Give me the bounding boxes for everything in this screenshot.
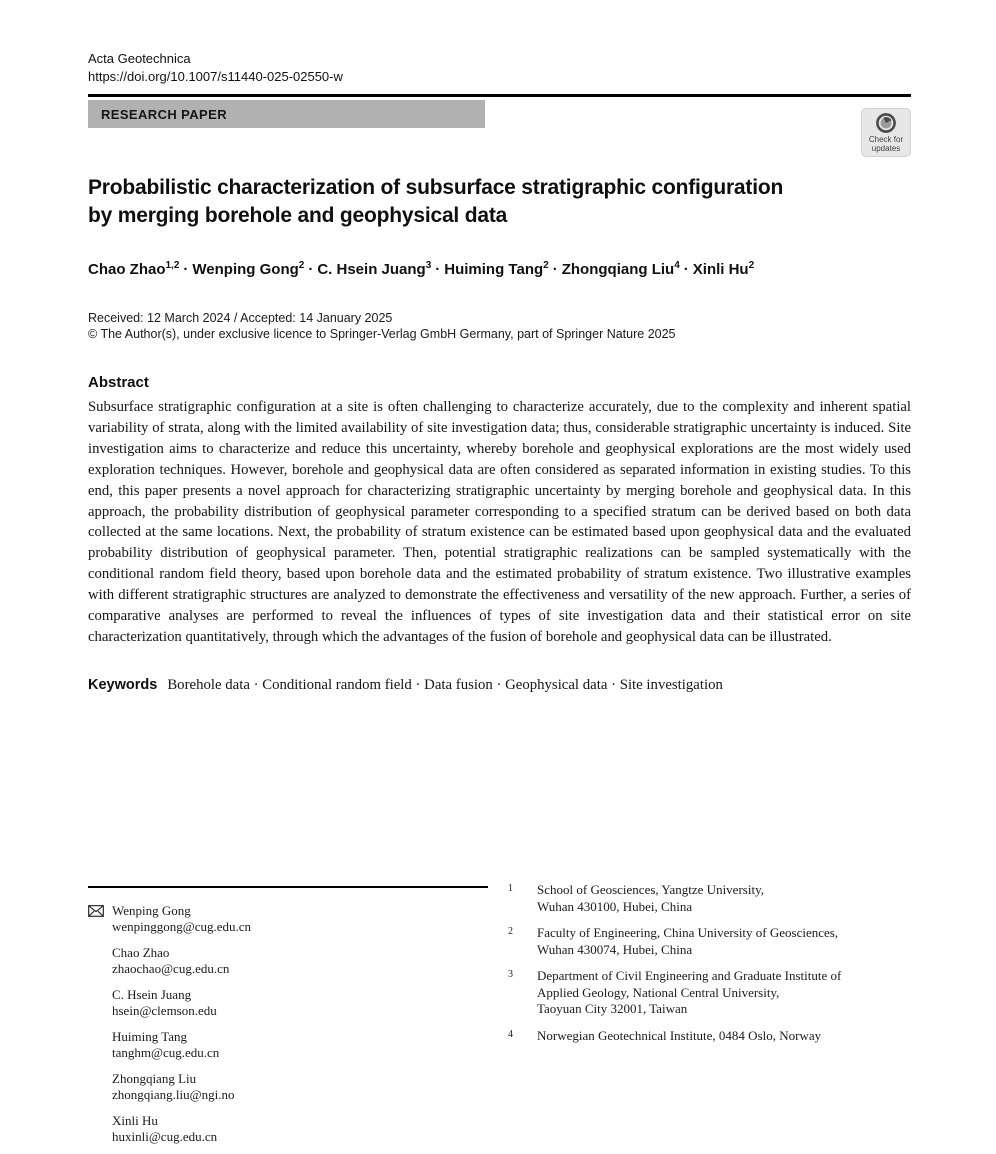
affiliation-number: 4 xyxy=(508,1028,513,1040)
abstract-section xyxy=(88,374,911,648)
doi-link[interactable]: https://doi.org/10.1007/s11440-025-02550-w xyxy=(88,69,343,84)
correspondent-email[interactable]: hsein@clemson.edu xyxy=(112,1003,217,1018)
correspondence-entry xyxy=(88,987,488,1019)
correspondent-name: Chao Zhao xyxy=(112,945,170,960)
abstract-text: Subsurface stratigraphic configuration at a site is often challenging to characterize accurately, due to the complexity and inherent spatial variability of strata, along with the limited availability of site investigation data; thus, considerable stratigraphic uncertainty is induced. Site investigation aims to characterize and reduce this uncertainty, whereby borehole and geophysical explorations are the most widely used exploration techniques. However, borehole and geophysical data are often considered as separated information in existing studies. To this end, this paper presents a novel approach for characterizing stratigraphic uncertainty by merging borehole and geophysical data. In this approach, the probability distribution of geophysical parameter corresponding to a specified stratum can be derived based on both data collected at the same locations. Next, the probability of stratum existence can be estimated based upon geophysical data and the evaluated probability distribution of geophysical parameter. Then, potential stratigraphic realizations can be sampled systematically with the conditional random field theory, based upon borehole data and the estimated probability of stratum existence. Two illustrative examples with different stratigraphic structures are analyzed to demonstrate the effectiveness and versatility of the new approach. Further, a series of comparative analyses are performed to reveal the influences of types of site investigation data and their statistical error on site characterization quantitatively, through which the advantages of the fusion of borehole and geophysical data can be illustrated. xyxy=(88,399,911,645)
badge-text-line2: updates xyxy=(871,144,901,153)
title-line-2: by merging borehole and geophysical data xyxy=(88,204,508,227)
correspondence-entry xyxy=(88,1071,488,1103)
author-separator: · xyxy=(552,261,558,278)
author: Zhongqiang Liu$^4$ xyxy=(561,260,680,278)
correspondence-column xyxy=(88,886,488,1154)
title-line-1: Probabilistic characterization of subsurface stratigraphic configuration xyxy=(88,176,784,199)
author-separator: · xyxy=(683,261,689,278)
correspondent-email[interactable]: wenpinggong@cug.edu.cn xyxy=(112,919,252,934)
keywords-text: Borehole data · Conditional random field · Data fusion · Geophysical data · Site investigation xyxy=(167,676,723,693)
affiliation-number: 1 xyxy=(508,883,513,894)
correspondence-entry xyxy=(88,1113,488,1145)
affiliation-text: Norwegian Geotechnical Institute, 0484 Oslo, Norway xyxy=(537,1027,822,1043)
correspondent-email[interactable]: zhongqiang.liu@ngi.no xyxy=(112,1087,235,1102)
copyright-line: © The Author(s), under exclusive licence to Springer-Verlag GmbH Germany, part of Springer Nature 2025 xyxy=(88,327,676,341)
keywords-line xyxy=(88,677,911,694)
author: Chao Zhao$^{1,2}$ xyxy=(88,260,180,278)
affiliation-number: 3 xyxy=(508,969,513,980)
affiliation-entry xyxy=(508,968,911,1018)
affiliation-text: School of Geosciences, Yangtze University, Wuhan 430100, Hubei, China xyxy=(537,882,764,914)
research-paper-banner xyxy=(88,100,485,128)
affiliation-entry xyxy=(508,1028,911,1045)
received-accepted-line: Received: 12 March 2024 / Accepted: 14 January 2025 xyxy=(88,311,393,325)
correspondent-name: C. Hsein Juang xyxy=(112,987,192,1002)
check-for-updates-badge[interactable] xyxy=(861,108,911,157)
affiliation-entry xyxy=(508,925,911,958)
author: Xinli Hu$^2$ xyxy=(692,260,755,278)
author: Wenping Gong$^2$ xyxy=(192,260,305,278)
affiliations-column xyxy=(508,882,911,1154)
author-separator: · xyxy=(183,261,189,278)
abstract-heading: Abstract xyxy=(88,374,149,391)
affiliation-text: Faculty of Engineering, China University of Geosciences, Wuhan 430074, Hubei, China xyxy=(537,925,839,957)
page-footer xyxy=(88,882,911,1154)
correspondent-email[interactable]: huxinli@cug.edu.cn xyxy=(112,1129,218,1144)
author-separator: · xyxy=(435,261,441,278)
correspondent-email[interactable]: tanghm@cug.edu.cn xyxy=(112,1045,220,1060)
author-list xyxy=(88,260,911,278)
journal-name: Acta Geotechnica xyxy=(88,51,191,66)
correspondent-email[interactable]: zhaochao@cug.edu.cn xyxy=(112,961,230,976)
dates-block xyxy=(88,310,911,342)
author: C. Hsein Juang$^3$ xyxy=(317,260,432,278)
correspondence-entry xyxy=(88,945,488,977)
correspondence-entry xyxy=(88,1029,488,1061)
keywords-heading: Keywords xyxy=(88,676,158,693)
badge-text-line1: Check for xyxy=(868,135,904,144)
header-rule xyxy=(88,94,911,97)
correspondent-name: Wenping Gong xyxy=(112,903,191,918)
envelope-icon xyxy=(88,905,104,921)
affiliation-number: 2 xyxy=(508,926,513,937)
affiliation-text: Department of Civil Engineering and Graduate Institute of Applied Geology, National Central University, Taoyuan City 32001, Taiwan xyxy=(537,968,842,1016)
author: Huiming Tang$^2$ xyxy=(444,260,549,278)
correspondent-name: Huiming Tang xyxy=(112,1029,188,1044)
crossmark-circle-icon xyxy=(875,112,897,135)
banner-label: RESEARCH PAPER xyxy=(101,106,227,122)
author-separator: · xyxy=(308,261,314,278)
affiliation-entry xyxy=(508,882,911,915)
correspondent-name: Zhongqiang Liu xyxy=(112,1071,197,1086)
correspondence-entry xyxy=(88,903,488,935)
page-title xyxy=(88,174,911,230)
correspondent-name: Xinli Hu xyxy=(112,1113,158,1128)
